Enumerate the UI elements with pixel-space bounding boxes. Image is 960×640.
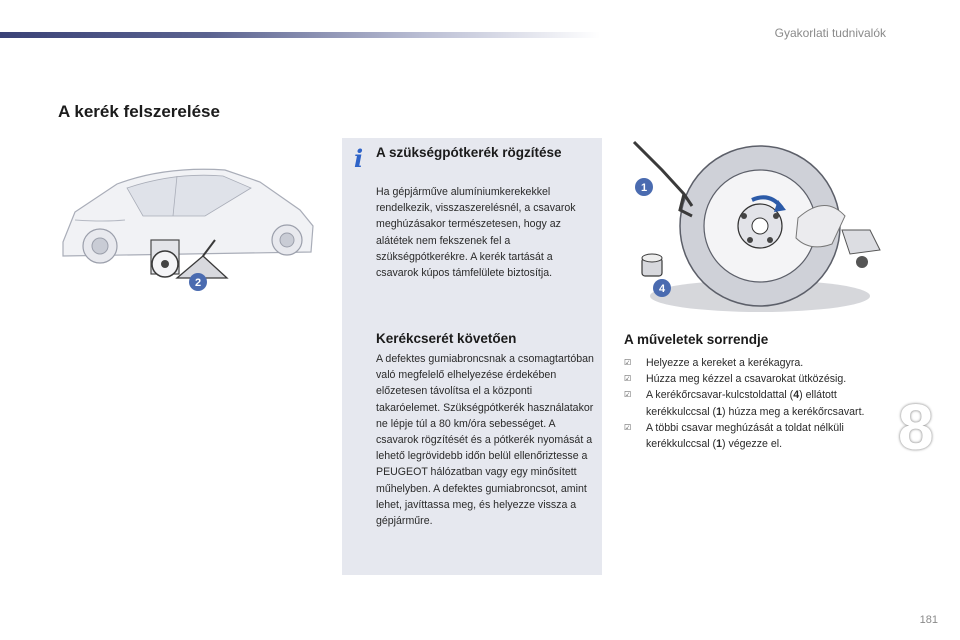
checkbox-bullet-icon: ☑ bbox=[624, 374, 632, 384]
section-title: Gyakorlati tudnivalók bbox=[774, 26, 886, 40]
callout-1-label: 1 bbox=[640, 182, 648, 194]
list-item: ☑ A kerékőrcsavar-kulcstoldattal (4) ellátott kerékkulccsal (1) húzza meg a kerékőrcsavart. bbox=[624, 389, 865, 418]
after-change-heading: Kerékcserét követően bbox=[376, 331, 517, 346]
checkbox-bullet-icon: ☑ bbox=[624, 358, 632, 367]
info-icon: i bbox=[354, 144, 364, 173]
wheel-bolts-illustration bbox=[610, 134, 900, 324]
page-title: A kerék felszerelése bbox=[58, 102, 220, 121]
chapter-number: 8 bbox=[898, 391, 934, 463]
header-accent-bar bbox=[0, 32, 600, 38]
after-change-text: A defektes gumiabroncsnak a csomagtartóban való megfelelő elhelyezése érdekében előzetesen távolítsa el a központi takaróelemet. Szükségpótkerék használatakor ne lépje túl a 80 km/óra sebességet. A csavarok rögzítését és a pótkerék nyomását a lehető legrövidebb időn belül ellenőriztesse a PEUGEOT hálózatban vagy egy minősített műhelyben. A defektes gumiabroncsot, amint lehet, javíttassa meg, és helyezze vissza a gépjárműre. bbox=[376, 353, 594, 528]
steps-heading: A műveletek sorrendje bbox=[624, 332, 769, 347]
checkbox-bullet-icon: ☑ bbox=[624, 422, 632, 432]
car-jack-illustration bbox=[55, 160, 325, 300]
list-item: ☑ A többi csavar meghúzását a toldat nélküli kerékkulccsal (1) végezze el. bbox=[624, 421, 844, 451]
info-panel bbox=[342, 138, 602, 575]
spare-wheel-text: Ha gépjárműve alumíniumkerekekkel rendelkezik, visszaszerelésnél, a csavarok meghúzásakor természetesen, hogy az alátétek nem fekszenek fel a szükségpótkerékre. A kerék tartását a csavarok kúpos támfelülete biztosítja. bbox=[376, 186, 576, 280]
callout-2-label: 2 bbox=[194, 277, 202, 289]
spare-wheel-heading: A szükségpótkerék rögzítése bbox=[376, 145, 562, 160]
callout-4-label: 4 bbox=[658, 283, 666, 295]
list-item: ☑ Helyezze a kereket a kerékagyra. bbox=[624, 355, 894, 371]
list-item: ☑ Húzza meg kézzel a csavarokat ütközésig. bbox=[624, 371, 894, 387]
page-number: 181 bbox=[919, 614, 938, 626]
checkbox-bullet-icon: ☑ bbox=[624, 390, 632, 400]
steps-list bbox=[624, 355, 894, 452]
